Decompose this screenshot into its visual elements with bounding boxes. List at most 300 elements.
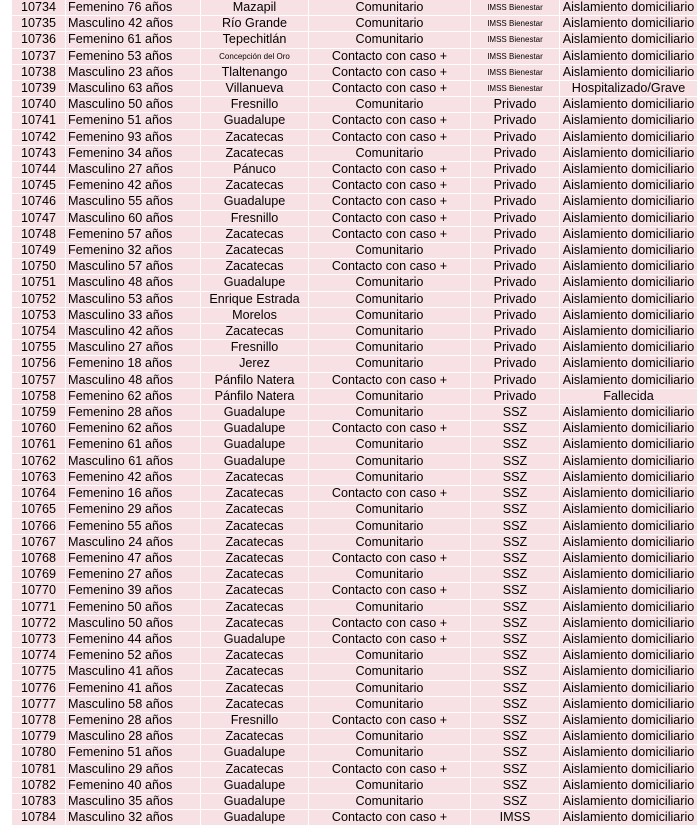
institution-cell: Privado	[471, 243, 560, 259]
table-row	[12, 469, 698, 485]
table-row	[12, 421, 698, 437]
municipality-cell: Guadalupe	[201, 405, 309, 421]
institution-cell: IMSS Bienestar	[471, 64, 560, 80]
sex-age-cell: Masculino 27 años	[66, 340, 201, 356]
institution-cell: Privado	[471, 113, 560, 129]
case-number-cell: 10779	[12, 729, 66, 745]
sex-age-cell: Femenino 44 años	[66, 631, 201, 647]
case-number-cell: 10734	[12, 0, 66, 16]
transmission-type-cell: Comunitario	[309, 648, 471, 664]
transmission-type-cell: Contacto con caso +	[309, 631, 471, 647]
case-table	[12, 0, 698, 826]
case-number-cell: 10764	[12, 486, 66, 502]
table-row	[12, 356, 698, 372]
institution-cell: SSZ	[471, 664, 560, 680]
transmission-type-cell: Contacto con caso +	[309, 486, 471, 502]
transmission-type-cell: Comunitario	[309, 729, 471, 745]
status-cell: Aislamiento domiciliario	[560, 777, 698, 793]
transmission-type-cell: Comunitario	[309, 437, 471, 453]
case-number-cell: 10749	[12, 243, 66, 259]
sex-age-cell: Masculino 53 años	[66, 291, 201, 307]
table-row	[12, 777, 698, 793]
institution-cell: SSZ	[471, 777, 560, 793]
institution-cell: IMSS Bienestar	[471, 81, 560, 97]
table-row	[12, 567, 698, 583]
transmission-type-cell: Comunitario	[309, 356, 471, 372]
sex-age-cell: Femenino 16 años	[66, 486, 201, 502]
case-number-cell: 10783	[12, 793, 66, 809]
status-cell: Aislamiento domiciliario	[560, 793, 698, 809]
table-row	[12, 648, 698, 664]
case-number-cell: 10758	[12, 388, 66, 404]
table-row	[12, 810, 698, 826]
case-number-cell: 10735	[12, 16, 66, 32]
institution-cell: Privado	[471, 226, 560, 242]
transmission-type-cell: Comunitario	[309, 405, 471, 421]
sex-age-cell: Femenino 62 años	[66, 388, 201, 404]
institution-cell: SSZ	[471, 583, 560, 599]
status-cell: Aislamiento domiciliario	[560, 113, 698, 129]
transmission-type-cell: Contacto con caso +	[309, 162, 471, 178]
transmission-type-cell: Comunitario	[309, 599, 471, 615]
transmission-type-cell: Contacto con caso +	[309, 81, 471, 97]
institution-cell: Privado	[471, 97, 560, 113]
institution-cell: Privado	[471, 162, 560, 178]
case-number-cell: 10748	[12, 226, 66, 242]
sex-age-cell: Femenino 29 años	[66, 502, 201, 518]
status-cell: Aislamiento domiciliario	[560, 307, 698, 323]
transmission-type-cell: Contacto con caso +	[309, 421, 471, 437]
transmission-type-cell: Contacto con caso +	[309, 210, 471, 226]
sex-age-cell: Masculino 42 años	[66, 324, 201, 340]
institution-cell: Privado	[471, 307, 560, 323]
sex-age-cell: Femenino 34 años	[66, 145, 201, 161]
institution-cell: SSZ	[471, 437, 560, 453]
sex-age-cell: Femenino 61 años	[66, 32, 201, 48]
case-number-cell: 10755	[12, 340, 66, 356]
transmission-type-cell: Comunitario	[309, 680, 471, 696]
sex-age-cell: Masculino 48 años	[66, 275, 201, 291]
transmission-type-cell: Comunitario	[309, 0, 471, 16]
transmission-type-cell: Comunitario	[309, 307, 471, 323]
municipality-cell: Zacatecas	[201, 178, 309, 194]
case-number-cell: 10760	[12, 421, 66, 437]
status-cell: Aislamiento domiciliario	[560, 534, 698, 550]
table-row	[12, 761, 698, 777]
table-row	[12, 388, 698, 404]
transmission-type-cell: Comunitario	[309, 696, 471, 712]
table-row	[12, 64, 698, 80]
institution-cell: IMSS Bienestar	[471, 48, 560, 64]
municipality-cell: Fresnillo	[201, 712, 309, 728]
status-cell: Aislamiento domiciliario	[560, 259, 698, 275]
municipality-cell: Guadalupe	[201, 453, 309, 469]
institution-cell: SSZ	[471, 453, 560, 469]
sex-age-cell: Masculino 42 años	[66, 16, 201, 32]
transmission-type-cell: Comunitario	[309, 745, 471, 761]
institution-cell: IMSS Bienestar	[471, 0, 560, 16]
case-number-cell: 10737	[12, 48, 66, 64]
municipality-cell: Guadalupe	[201, 194, 309, 210]
case-number-cell: 10772	[12, 615, 66, 631]
transmission-type-cell: Contacto con caso +	[309, 64, 471, 80]
institution-cell: SSZ	[471, 405, 560, 421]
institution-cell: SSZ	[471, 696, 560, 712]
institution-cell: Privado	[471, 178, 560, 194]
municipality-cell: Zacatecas	[201, 243, 309, 259]
table-row	[12, 712, 698, 728]
table-row	[12, 226, 698, 242]
transmission-type-cell: Comunitario	[309, 469, 471, 485]
municipality-cell: Guadalupe	[201, 437, 309, 453]
status-cell: Aislamiento domiciliario	[560, 97, 698, 113]
status-cell: Aislamiento domiciliario	[560, 48, 698, 64]
municipality-cell: Zacatecas	[201, 583, 309, 599]
sex-age-cell: Femenino 76 años	[66, 0, 201, 16]
transmission-type-cell: Comunitario	[309, 145, 471, 161]
table-row	[12, 243, 698, 259]
sex-age-cell: Femenino 55 años	[66, 518, 201, 534]
institution-cell: Privado	[471, 356, 560, 372]
table-row	[12, 502, 698, 518]
municipality-cell: Zacatecas	[201, 324, 309, 340]
municipality-cell: Villanueva	[201, 81, 309, 97]
municipality-cell: Pánfilo Natera	[201, 388, 309, 404]
sex-age-cell: Masculino 55 años	[66, 194, 201, 210]
status-cell: Aislamiento domiciliario	[560, 502, 698, 518]
transmission-type-cell: Comunitario	[309, 16, 471, 32]
case-number-cell: 10766	[12, 518, 66, 534]
status-cell: Aislamiento domiciliario	[560, 275, 698, 291]
status-cell: Aislamiento domiciliario	[560, 550, 698, 566]
institution-cell: SSZ	[471, 550, 560, 566]
transmission-type-cell: Comunitario	[309, 275, 471, 291]
status-cell: Aislamiento domiciliario	[560, 729, 698, 745]
sex-age-cell: Femenino 93 años	[66, 129, 201, 145]
institution-cell: Privado	[471, 145, 560, 161]
case-table-body	[12, 0, 698, 826]
sex-age-cell: Femenino 18 años	[66, 356, 201, 372]
table-row	[12, 48, 698, 64]
transmission-type-cell: Contacto con caso +	[309, 372, 471, 388]
table-row	[12, 307, 698, 323]
table-row	[12, 745, 698, 761]
municipality-cell: Guadalupe	[201, 275, 309, 291]
institution-cell: Privado	[471, 210, 560, 226]
sex-age-cell: Masculino 27 años	[66, 162, 201, 178]
case-number-cell: 10780	[12, 745, 66, 761]
institution-cell: SSZ	[471, 745, 560, 761]
sex-age-cell: Femenino 32 años	[66, 243, 201, 259]
transmission-type-cell: Contacto con caso +	[309, 194, 471, 210]
case-number-cell: 10761	[12, 437, 66, 453]
status-cell: Aislamiento domiciliario	[560, 518, 698, 534]
sex-age-cell: Femenino 61 años	[66, 437, 201, 453]
status-cell: Aislamiento domiciliario	[560, 405, 698, 421]
sex-age-cell: Femenino 51 años	[66, 745, 201, 761]
institution-cell: SSZ	[471, 793, 560, 809]
table-row	[12, 97, 698, 113]
transmission-type-cell: Comunitario	[309, 453, 471, 469]
table-row	[12, 550, 698, 566]
status-cell: Aislamiento domiciliario	[560, 583, 698, 599]
case-number-cell: 10773	[12, 631, 66, 647]
case-number-cell: 10774	[12, 648, 66, 664]
institution-cell: IMSS Bienestar	[471, 16, 560, 32]
case-number-cell: 10750	[12, 259, 66, 275]
transmission-type-cell: Comunitario	[309, 793, 471, 809]
municipality-cell: Zacatecas	[201, 648, 309, 664]
transmission-type-cell: Contacto con caso +	[309, 113, 471, 129]
table-row	[12, 583, 698, 599]
status-cell: Aislamiento domiciliario	[560, 761, 698, 777]
municipality-cell: Guadalupe	[201, 631, 309, 647]
transmission-type-cell: Comunitario	[309, 777, 471, 793]
transmission-type-cell: Contacto con caso +	[309, 615, 471, 631]
status-cell: Aislamiento domiciliario	[560, 696, 698, 712]
table-row	[12, 178, 698, 194]
table-row	[12, 631, 698, 647]
table-row	[12, 81, 698, 97]
transmission-type-cell: Comunitario	[309, 534, 471, 550]
case-number-cell: 10771	[12, 599, 66, 615]
table-row	[12, 145, 698, 161]
sex-age-cell: Masculino 23 años	[66, 64, 201, 80]
sex-age-cell: Masculino 60 años	[66, 210, 201, 226]
municipality-cell: Enrique Estrada	[201, 291, 309, 307]
status-cell: Aislamiento domiciliario	[560, 469, 698, 485]
table-row	[12, 340, 698, 356]
sex-age-cell: Femenino 52 años	[66, 648, 201, 664]
status-cell: Aislamiento domiciliario	[560, 129, 698, 145]
institution-cell: SSZ	[471, 648, 560, 664]
status-cell: Aislamiento domiciliario	[560, 64, 698, 80]
table-row	[12, 534, 698, 550]
institution-cell: SSZ	[471, 518, 560, 534]
municipality-cell: Zacatecas	[201, 664, 309, 680]
case-table-container	[12, 0, 695, 826]
transmission-type-cell: Contacto con caso +	[309, 48, 471, 64]
institution-cell: Privado	[471, 259, 560, 275]
institution-cell: SSZ	[471, 599, 560, 615]
table-row	[12, 664, 698, 680]
municipality-cell: Zacatecas	[201, 534, 309, 550]
municipality-cell: Zacatecas	[201, 696, 309, 712]
institution-cell: SSZ	[471, 615, 560, 631]
transmission-type-cell: Contacto con caso +	[309, 712, 471, 728]
sex-age-cell: Masculino 33 años	[66, 307, 201, 323]
status-cell: Aislamiento domiciliario	[560, 712, 698, 728]
case-number-cell: 10784	[12, 810, 66, 826]
case-number-cell: 10746	[12, 194, 66, 210]
status-cell: Aislamiento domiciliario	[560, 664, 698, 680]
municipality-cell: Guadalupe	[201, 421, 309, 437]
status-cell: Aislamiento domiciliario	[560, 145, 698, 161]
municipality-cell: Zacatecas	[201, 259, 309, 275]
municipality-cell: Zacatecas	[201, 145, 309, 161]
institution-cell: Privado	[471, 372, 560, 388]
case-number-cell: 10769	[12, 567, 66, 583]
municipality-cell: Río Grande	[201, 16, 309, 32]
status-cell: Aislamiento domiciliario	[560, 324, 698, 340]
table-row	[12, 680, 698, 696]
case-number-cell: 10739	[12, 81, 66, 97]
case-number-cell: 10781	[12, 761, 66, 777]
status-cell: Aislamiento domiciliario	[560, 32, 698, 48]
status-cell: Aislamiento domiciliario	[560, 486, 698, 502]
case-number-cell: 10742	[12, 129, 66, 145]
municipality-cell: Guadalupe	[201, 793, 309, 809]
transmission-type-cell: Contacto con caso +	[309, 178, 471, 194]
transmission-type-cell: Contacto con caso +	[309, 226, 471, 242]
sex-age-cell: Masculino 63 años	[66, 81, 201, 97]
institution-cell: Privado	[471, 324, 560, 340]
sex-age-cell: Masculino 50 años	[66, 615, 201, 631]
institution-cell: Privado	[471, 129, 560, 145]
municipality-cell: Concepción del Oro	[201, 48, 309, 64]
table-row	[12, 518, 698, 534]
sex-age-cell: Masculino 24 años	[66, 534, 201, 550]
status-cell: Aislamiento domiciliario	[560, 810, 698, 826]
municipality-cell: Pánfilo Natera	[201, 372, 309, 388]
municipality-cell: Mazapil	[201, 0, 309, 16]
case-number-cell: 10743	[12, 145, 66, 161]
status-cell: Aislamiento domiciliario	[560, 567, 698, 583]
municipality-cell: Zacatecas	[201, 518, 309, 534]
table-row	[12, 0, 698, 16]
institution-cell: SSZ	[471, 421, 560, 437]
status-cell: Aislamiento domiciliario	[560, 615, 698, 631]
case-number-cell: 10778	[12, 712, 66, 728]
sex-age-cell: Masculino 57 años	[66, 259, 201, 275]
transmission-type-cell: Contacto con caso +	[309, 583, 471, 599]
transmission-type-cell: Comunitario	[309, 291, 471, 307]
institution-cell: IMSS Bienestar	[471, 32, 560, 48]
transmission-type-cell: Comunitario	[309, 388, 471, 404]
status-cell: Aislamiento domiciliario	[560, 680, 698, 696]
sex-age-cell: Masculino 58 años	[66, 696, 201, 712]
table-row	[12, 453, 698, 469]
case-number-cell: 10754	[12, 324, 66, 340]
institution-cell: SSZ	[471, 761, 560, 777]
municipality-cell: Zacatecas	[201, 550, 309, 566]
sex-age-cell: Femenino 50 años	[66, 599, 201, 615]
case-number-cell: 10744	[12, 162, 66, 178]
transmission-type-cell: Comunitario	[309, 567, 471, 583]
status-cell: Aislamiento domiciliario	[560, 243, 698, 259]
table-row	[12, 696, 698, 712]
case-number-cell: 10765	[12, 502, 66, 518]
table-row	[12, 729, 698, 745]
case-number-cell: 10738	[12, 64, 66, 80]
institution-cell: Privado	[471, 291, 560, 307]
case-number-cell: 10745	[12, 178, 66, 194]
status-cell: Aislamiento domiciliario	[560, 356, 698, 372]
status-cell: Hospitalizado/Grave	[560, 81, 698, 97]
transmission-type-cell: Comunitario	[309, 97, 471, 113]
municipality-cell: Morelos	[201, 307, 309, 323]
sex-age-cell: Masculino 28 años	[66, 729, 201, 745]
table-row	[12, 194, 698, 210]
table-row	[12, 291, 698, 307]
sex-age-cell: Femenino 42 años	[66, 178, 201, 194]
municipality-cell: Zacatecas	[201, 226, 309, 242]
sex-age-cell: Femenino 47 años	[66, 550, 201, 566]
case-number-cell: 10757	[12, 372, 66, 388]
case-number-cell: 10767	[12, 534, 66, 550]
municipality-cell: Zacatecas	[201, 599, 309, 615]
municipality-cell: Zacatecas	[201, 729, 309, 745]
sex-age-cell: Femenino 39 años	[66, 583, 201, 599]
status-cell: Aislamiento domiciliario	[560, 631, 698, 647]
transmission-type-cell: Comunitario	[309, 340, 471, 356]
table-row	[12, 210, 698, 226]
case-number-cell: 10777	[12, 696, 66, 712]
transmission-type-cell: Comunitario	[309, 664, 471, 680]
status-cell: Aislamiento domiciliario	[560, 291, 698, 307]
municipality-cell: Tlaltenango	[201, 64, 309, 80]
institution-cell: SSZ	[471, 712, 560, 728]
transmission-type-cell: Comunitario	[309, 502, 471, 518]
table-row	[12, 162, 698, 178]
table-row	[12, 793, 698, 809]
municipality-cell: Guadalupe	[201, 745, 309, 761]
sex-age-cell: Masculino 50 años	[66, 97, 201, 113]
transmission-type-cell: Comunitario	[309, 324, 471, 340]
sex-age-cell: Femenino 42 años	[66, 469, 201, 485]
status-cell: Aislamiento domiciliario	[560, 16, 698, 32]
status-cell: Aislamiento domiciliario	[560, 453, 698, 469]
table-row	[12, 437, 698, 453]
municipality-cell: Tepechitlán	[201, 32, 309, 48]
status-cell: Aislamiento domiciliario	[560, 194, 698, 210]
case-number-cell: 10751	[12, 275, 66, 291]
table-row	[12, 372, 698, 388]
case-number-cell: 10759	[12, 405, 66, 421]
table-row	[12, 405, 698, 421]
sex-age-cell: Femenino 40 años	[66, 777, 201, 793]
case-number-cell: 10752	[12, 291, 66, 307]
transmission-type-cell: Comunitario	[309, 243, 471, 259]
municipality-cell: Fresnillo	[201, 340, 309, 356]
case-number-cell: 10736	[12, 32, 66, 48]
institution-cell: Privado	[471, 275, 560, 291]
municipality-cell: Zacatecas	[201, 129, 309, 145]
table-row	[12, 486, 698, 502]
status-cell: Aislamiento domiciliario	[560, 0, 698, 16]
institution-cell: SSZ	[471, 486, 560, 502]
sex-age-cell: Femenino 28 años	[66, 405, 201, 421]
sex-age-cell: Femenino 51 años	[66, 113, 201, 129]
transmission-type-cell: Contacto con caso +	[309, 259, 471, 275]
transmission-type-cell: Contacto con caso +	[309, 810, 471, 826]
institution-cell: SSZ	[471, 502, 560, 518]
case-number-cell: 10741	[12, 113, 66, 129]
institution-cell: SSZ	[471, 680, 560, 696]
case-number-cell: 10775	[12, 664, 66, 680]
sex-age-cell: Femenino 53 años	[66, 48, 201, 64]
status-cell: Aislamiento domiciliario	[560, 437, 698, 453]
status-cell: Aislamiento domiciliario	[560, 745, 698, 761]
municipality-cell: Guadalupe	[201, 113, 309, 129]
institution-cell: Privado	[471, 194, 560, 210]
municipality-cell: Zacatecas	[201, 469, 309, 485]
sex-age-cell: Masculino 61 años	[66, 453, 201, 469]
case-number-cell: 10776	[12, 680, 66, 696]
case-number-cell: 10770	[12, 583, 66, 599]
municipality-cell: Guadalupe	[201, 810, 309, 826]
table-row	[12, 113, 698, 129]
